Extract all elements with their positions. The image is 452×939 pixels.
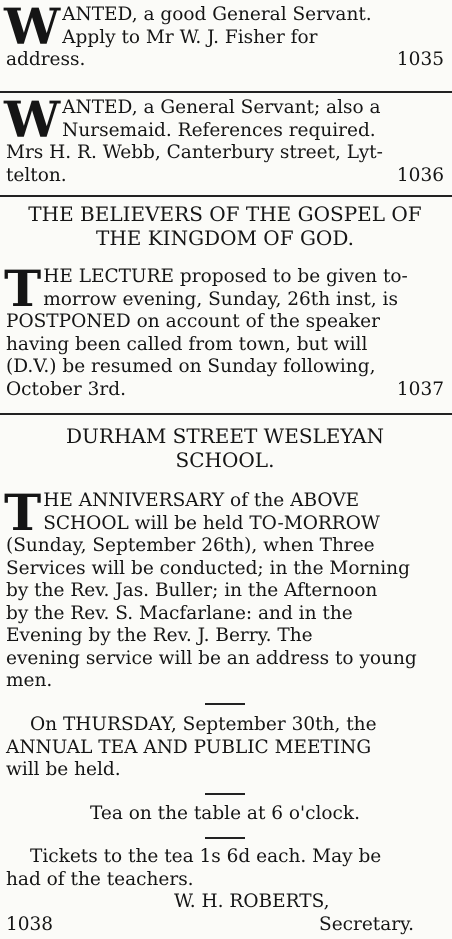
ad-line: evening service will be an address to young xyxy=(6,647,417,669)
drop-cap: T xyxy=(4,259,42,318)
ad-line: morrow evening, Sunday, 26th inst, is xyxy=(43,288,398,310)
advert-wanted-servant xyxy=(4,0,444,72)
ad-line: by the Rev. S. Macfarlane: and in the xyxy=(6,602,353,624)
drop-cap: T xyxy=(4,483,42,542)
ad-line: Evening by the Rev. J. Berry. The xyxy=(6,625,313,646)
ad-line: ANTED, a good General Servant. xyxy=(62,4,372,25)
divider-rule xyxy=(0,413,452,415)
signature: W. H. ROBERTS, xyxy=(174,891,330,912)
ad-line: Apply to Mr W. J. Fisher for xyxy=(62,26,318,48)
ad-heading: DURHAM STREET WESLEYAN xyxy=(66,424,384,448)
ad-heading: THE KINGDOM OF GOD. xyxy=(95,226,354,250)
ad-line: will be held. xyxy=(6,759,121,780)
ad-text: October 3rd. xyxy=(6,378,126,400)
ad-paragraph-meeting xyxy=(6,714,444,782)
drop-cap: W xyxy=(4,0,61,56)
ad-line xyxy=(6,914,444,937)
ad-body xyxy=(4,259,444,401)
ad-body xyxy=(4,483,444,693)
ad-line: ANNUAL TEA AND PUBLIC MEETING xyxy=(6,736,372,758)
ad-line: SCHOOL will be held TO-MORROW xyxy=(43,512,380,534)
ad-paragraph-tickets xyxy=(6,846,444,936)
short-rule xyxy=(205,703,245,705)
ad-line: HE LECTURE proposed to be given to- xyxy=(43,266,408,287)
ad-text: telton. xyxy=(6,164,67,186)
ad-line: Tea on the table at 6 o'clock. xyxy=(89,803,360,824)
ad-number: 1037 xyxy=(396,378,444,400)
short-rule xyxy=(205,793,245,795)
short-rule xyxy=(205,837,245,839)
ad-line: On THURSDAY, September 30th, the xyxy=(30,714,377,735)
ad-line: men. xyxy=(6,670,53,691)
signature-title: Secretary. xyxy=(319,913,414,935)
ad-line xyxy=(6,379,444,402)
ad-paragraph-tea xyxy=(6,803,444,826)
ad-line: had of the teachers. xyxy=(6,868,194,890)
ad-number: 1035 xyxy=(396,49,444,70)
ad-line: Nursemaid. References required. xyxy=(62,119,376,141)
ad-number: 1036 xyxy=(396,164,444,186)
divider-rule xyxy=(0,195,452,197)
advert-wanted-general-servant xyxy=(4,90,444,187)
ad-line xyxy=(6,165,444,188)
ad-line: by the Rev. Jas. Buller; in the Afternoon xyxy=(6,580,378,601)
advert-durham-street-school xyxy=(6,424,444,693)
drop-cap: W xyxy=(4,90,61,149)
ad-number: 1038 xyxy=(6,913,54,935)
ad-line: POSTPONED on account of the speaker xyxy=(6,311,380,332)
ad-line: (D.V.) be resumed on Sunday following, xyxy=(6,356,376,377)
ad-text: address. xyxy=(6,49,86,70)
ad-heading: THE BELIEVERS OF THE GOSPEL OF xyxy=(28,202,422,226)
divider-rule xyxy=(0,91,452,93)
ad-heading: SCHOOL. xyxy=(175,448,275,472)
ad-line xyxy=(6,49,444,72)
ad-line: ANTED, a General Servant; also a xyxy=(62,97,381,118)
ad-line: having been called from town, but will xyxy=(6,333,368,355)
ad-line: Services will be conducted; in the Morning xyxy=(6,557,410,579)
ad-line: Mrs H. R. Webb, Canterbury street, Lyt- xyxy=(6,142,383,163)
ad-line: (Sunday, September 26th), when Three xyxy=(6,535,375,556)
ad-line: HE ANNIVERSARY of the ABOVE xyxy=(43,490,360,511)
ad-line: Tickets to the tea 1s 6d each. May be xyxy=(30,846,382,867)
advert-believers-gospel xyxy=(6,202,444,401)
